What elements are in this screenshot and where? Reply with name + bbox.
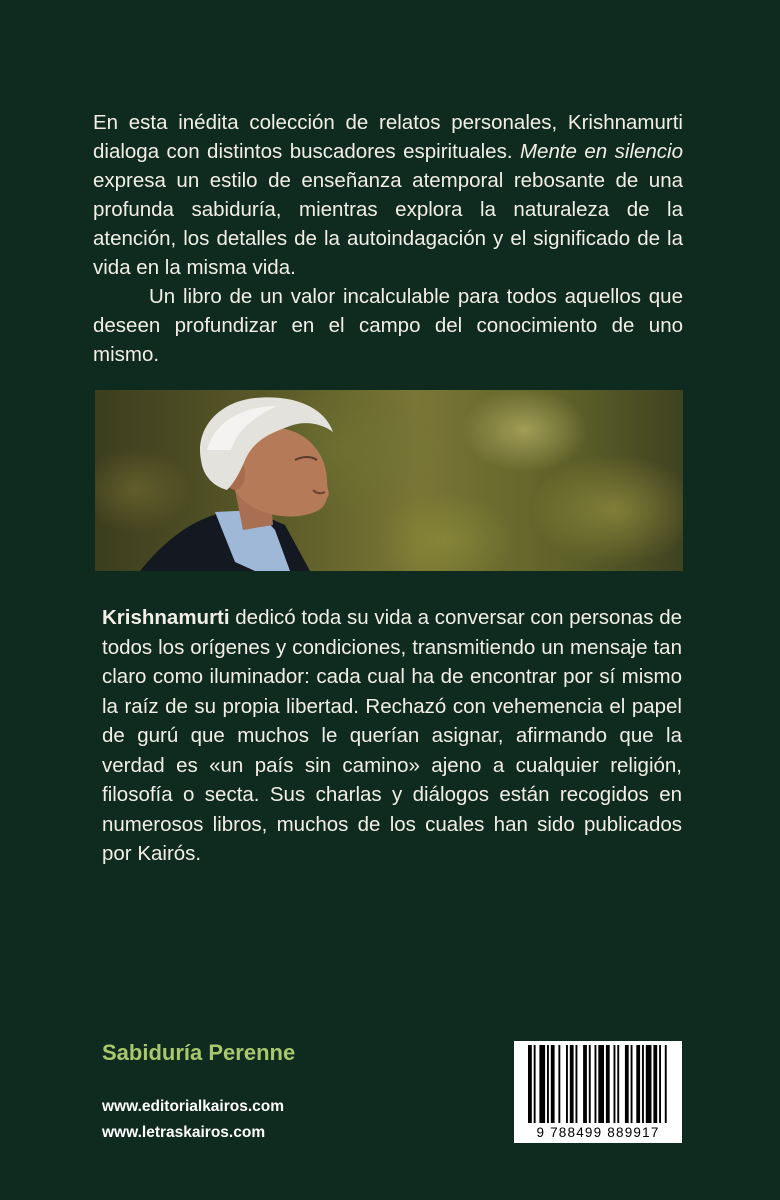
bio-paragraph — [102, 603, 682, 869]
back-cover-blurb — [93, 108, 683, 369]
blurb-text-1: En esta inédita colección de relatos personales, Krishnamurti dialoga con distintos buscadores espirituales. — [93, 111, 683, 163]
blurb-paragraph-2: Un libro de un valor incalculable para todos aquellos que deseen profundizar en el campo del conocimiento de uno mismo. — [93, 285, 683, 366]
series-name: Sabiduría Perenne — [102, 1040, 296, 1065]
author-photo — [95, 390, 683, 571]
bio-text: dedicó toda su vida a conversar con personas de todos los orígenes y condiciones, transmitiendo un mensaje tan claro como iluminador: cada cual ha de encontrar por sí mismo la raíz de su propia libertad. Rechazó con vehemencia el papel de gurú que muchos le querían asignar, afirmando que la verdad es «un país sin camino» ajeno a cualquier religión, filosofía o secta. Sus charlas y diálogos están recogidos en numerosos libros, muchos de los cuales han sido publicados por Kairós. — [102, 606, 682, 865]
author-bio — [102, 603, 682, 869]
isbn-barcode — [514, 1041, 682, 1143]
blurb-text-2: expresa un estilo de enseñanza atemporal rebosante de una profunda sabiduría, mientras explora la naturaleza de la atención, los detalles de la autoindagación y el significado de la vida en la misma vida. — [93, 169, 683, 279]
barcode-bars-icon — [514, 1041, 682, 1125]
book-title: Mente en silencio — [519, 140, 683, 163]
isbn-number: 9 788499 889917 — [514, 1125, 682, 1141]
publisher-url-2[interactable]: www.letraskairos.com — [102, 1124, 266, 1141]
publisher-url-1[interactable]: www.editorialkairos.com — [102, 1098, 285, 1115]
author-name: Krishnamurti — [102, 606, 230, 629]
blurb-paragraph-1 — [93, 108, 683, 282]
author-portrait-illustration — [95, 390, 683, 571]
